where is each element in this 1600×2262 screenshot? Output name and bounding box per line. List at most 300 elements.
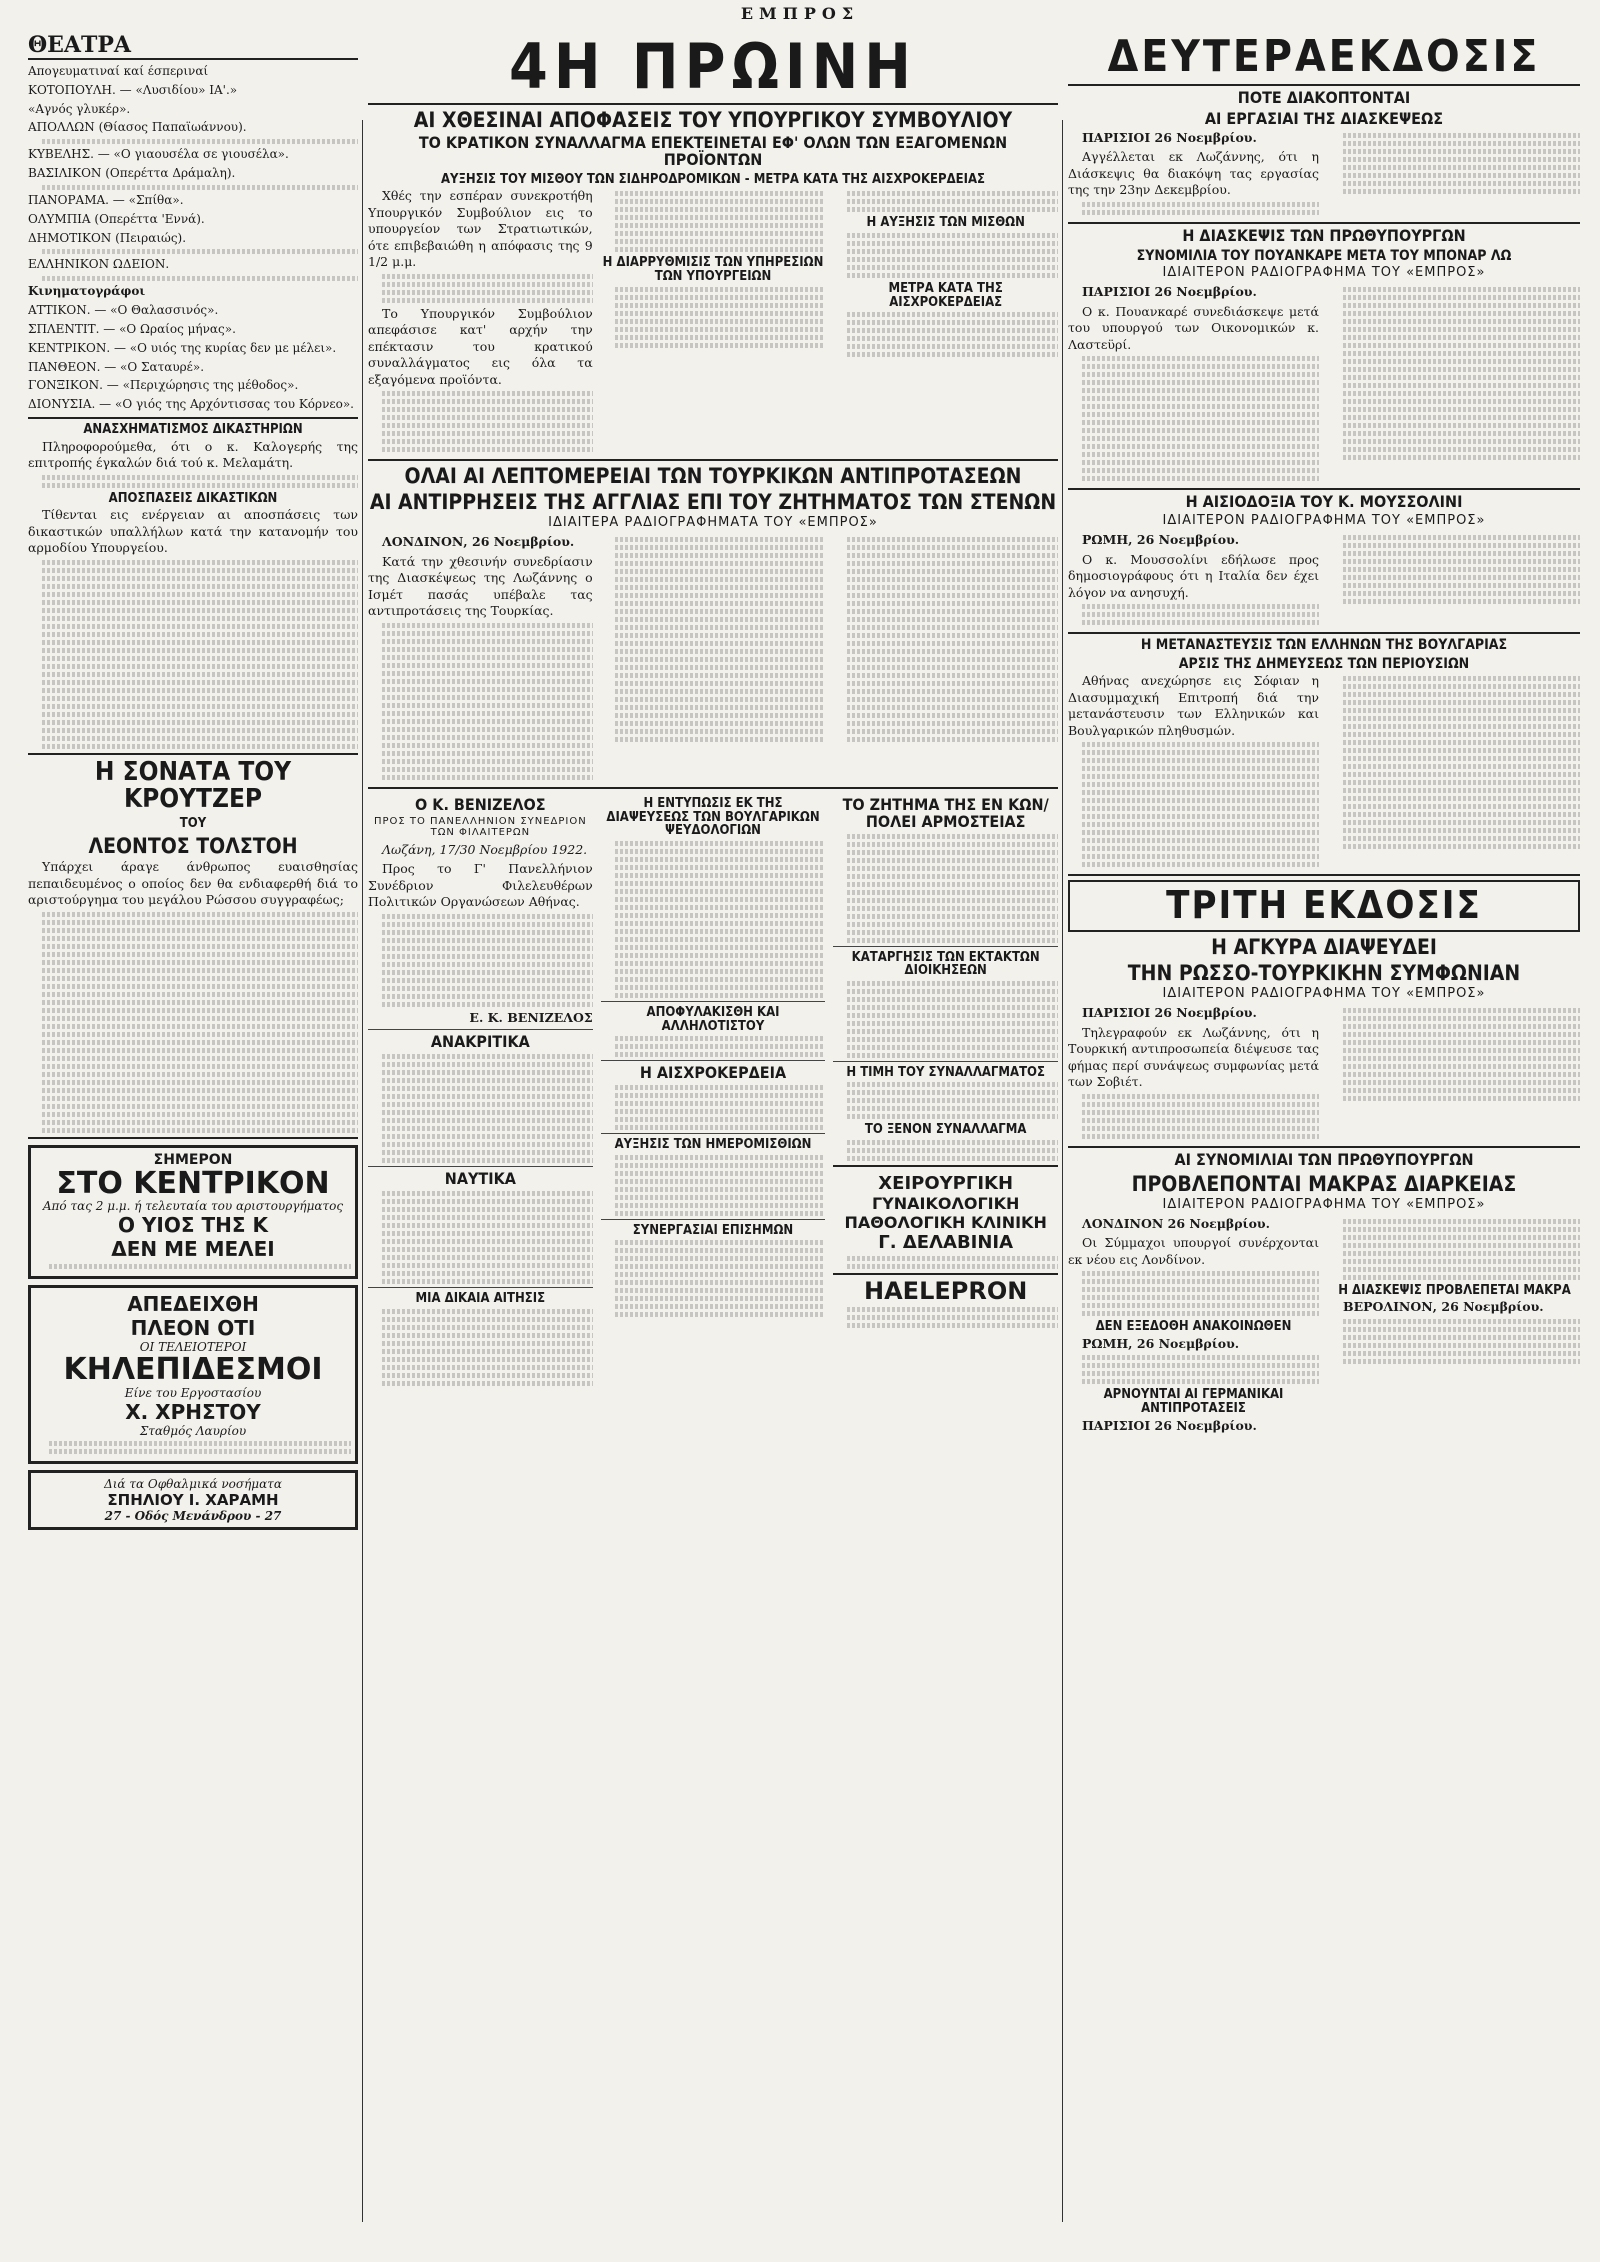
text-line-placeholder: [1082, 1134, 1319, 1139]
article-headline-part: ΤΟΥ: [179, 816, 207, 832]
text-line-placeholder: [847, 641, 1058, 646]
text-line-placeholder: [42, 1040, 358, 1045]
text-line-placeholder: [382, 1279, 593, 1284]
article-text: Τίθενται εις ενέργειαν αι αποσπάσεις των δικαστικών υπαλλήλων κατά την κατανομήν του αρμοδίου Υπουργείου.: [28, 507, 358, 556]
text-line-placeholder: [1343, 1359, 1580, 1364]
text-line-placeholder: [615, 1109, 826, 1114]
text-line-placeholder: [382, 415, 593, 420]
ad-small: Είνε του Εργοστασίου: [124, 1385, 262, 1400]
text-line-placeholder: [615, 1288, 826, 1293]
text-line-placeholder: [1082, 364, 1319, 369]
text-line-placeholder: [1343, 1040, 1580, 1045]
cinema-ad: [28, 1145, 358, 1280]
text-line-placeholder: [1343, 684, 1580, 689]
text-line-placeholder: [382, 1142, 593, 1147]
text-line-placeholder: [847, 874, 1058, 879]
text-line-placeholder: [615, 657, 826, 662]
text-line-placeholder: [1082, 790, 1319, 795]
text-line-placeholder: [1082, 1287, 1319, 1292]
theatre-line: ΚΕΝΤΡΙΚΟΝ. — «Ο υιός της κυρίας δεν με μέλει».: [28, 340, 337, 355]
text-line-placeholder: [615, 231, 826, 236]
text-line-placeholder: [1343, 1351, 1580, 1356]
text-line-placeholder: [382, 695, 593, 700]
article-text: Υπάρχει άραγε άνθρωπος ευαισθησίας πεπαιδευμένος ο οποίος δεν θα ενδιαφερθή διά το αριστούργημα του μεγάλου Ρώσσου συγγραφέως;: [28, 859, 358, 908]
article-headline-part: ΑΙ ΑΝΤΙΡΡΗΣΕΙΣ ΤΗΣ ΑΓΓΛΙΑΣ ΕΠΙ ΤΟΥ ΖΗΤΗΜΑΤΟΣ ΤΩΝ ΣΤΕΝΩΝ: [369, 490, 1057, 515]
dateline: ΠΑΡΙΣΙΟΙ 26 Νοεμβρίου.: [1082, 284, 1257, 300]
text-line-placeholder: [1343, 1275, 1580, 1280]
article-headline-part: ΤΟ ΚΡΑΤΙΚΟΝ ΣΥΝΑΛΛΑΓΜΑ ΕΠΕΚΤΕΙΝΕΤΑΙ ΕΦ' ΟΛΩΝ ΤΩΝ ΕΞΑΓΟΜΕΝΩΝ ΠΡΟΪΟΝΤΩΝ: [418, 133, 1008, 169]
text-line-placeholder: [382, 767, 593, 772]
text-line-placeholder: [615, 1085, 826, 1090]
text-line-placeholder: [615, 1163, 826, 1168]
text-line-placeholder: [1343, 828, 1580, 833]
text-line-placeholder: [1082, 1363, 1319, 1368]
text-line-placeholder: [382, 1158, 593, 1163]
text-line-placeholder: [615, 921, 826, 926]
article-headline-part: ΠΡΟΒΛΕΠΟΝΤΑΙ ΜΑΚΡΑΣ ΔΙΑΡΚΕΙΑΣ: [1131, 1171, 1517, 1196]
edition-title: 4Η ΠΡΩΙΝΗ: [509, 30, 917, 103]
text-line-placeholder: [847, 336, 1058, 341]
edition-title: ΔΕΥΤΕΡΑΕΚΔΟΣΙΣ: [1107, 31, 1541, 82]
text-line-placeholder: [382, 1373, 593, 1378]
text-line-placeholder: [1082, 814, 1319, 819]
text-line-placeholder: [382, 978, 593, 983]
text-line-placeholder: [382, 1325, 593, 1330]
article-text: Κατά την χθεσινήν συνεδρίασιν της Διασκέψεως της Λωζάννης ο Ισμέτ πασάς υπέβαλε τας αντιπροτάσεις της Τουρκίας.: [368, 553, 593, 619]
theatre-line: ΚΟΤΟΠΟΥΛΗ. — «Λυσιδίου» ΙΑ'.»: [28, 82, 238, 97]
text-line-placeholder: [615, 929, 826, 934]
text-line-placeholder: [615, 1101, 826, 1106]
ad-address: 27 - Οδός Μενάνδρου - 27: [104, 1508, 282, 1523]
text-line-placeholder: [847, 850, 1058, 855]
text-line-placeholder: [42, 1120, 358, 1125]
text-line-placeholder: [382, 743, 593, 748]
text-line-placeholder: [1082, 604, 1319, 609]
text-line-placeholder: [42, 483, 358, 488]
text-line-placeholder: [847, 834, 1058, 839]
text-line-placeholder: [382, 946, 593, 951]
article-text: Χθές την εσπέραν συνεκροτήθη Υπουργικόν Συμβούλιον εις το υπουργείον των Στρατιωτικών, ότε επιβεβαιώθη η απόφασις της 9 1/2 μ.μ.: [368, 188, 593, 270]
text-line-placeholder: [1082, 452, 1319, 457]
text-line-placeholder: [847, 1106, 1058, 1111]
text-line-placeholder: [1343, 343, 1580, 348]
text-line-placeholder: [615, 897, 826, 902]
article-headline: ΠΟΤΕ ΔΙΑΚΟΠΤΟΝΤΑΙ: [1237, 88, 1411, 108]
text-line-placeholder: [382, 962, 593, 967]
text-line-placeholder: [1343, 708, 1580, 713]
text-line-placeholder: [1343, 1048, 1580, 1053]
text-line-placeholder: [1343, 1251, 1580, 1256]
text-line-placeholder: [1082, 1279, 1319, 1284]
text-line-placeholder: [1343, 173, 1580, 178]
text-line-placeholder: [1082, 798, 1319, 803]
text-line-placeholder: [1343, 133, 1580, 138]
text-line-placeholder: [1343, 732, 1580, 737]
text-line-placeholder: [615, 191, 826, 196]
text-line-placeholder: [42, 744, 358, 749]
article-headline: ΝΑΥΤΙΚΑ: [444, 1169, 516, 1189]
text-line-placeholder: [847, 890, 1058, 895]
text-line-placeholder: [42, 1032, 358, 1037]
text-line-placeholder: [615, 327, 826, 332]
text-line-placeholder: [615, 1240, 826, 1245]
theatre-line: ΣΠΛΕΝΤΙΤ. — «Ο Ωραίος μήνας».: [28, 321, 236, 336]
text-line-placeholder: [847, 625, 1058, 630]
text-line-placeholder: [1343, 1319, 1580, 1324]
text-line-placeholder: [1343, 844, 1580, 849]
text-line-placeholder: [615, 223, 826, 228]
text-line-placeholder: [42, 592, 358, 597]
text-line-placeholder: [847, 273, 1058, 278]
text-line-placeholder: [847, 352, 1058, 357]
text-line-placeholder: [615, 665, 826, 670]
masthead: ΕΜΠΡΟΣ: [740, 4, 860, 23]
text-line-placeholder: [615, 335, 826, 340]
text-line-placeholder: [1343, 1219, 1580, 1224]
text-line-placeholder: [1082, 1094, 1319, 1099]
text-line-placeholder: [615, 561, 826, 566]
text-line-placeholder: [42, 1112, 358, 1117]
text-line-placeholder: [1082, 1303, 1319, 1308]
text-line-placeholder: [1343, 692, 1580, 697]
text-line-placeholder: [382, 1126, 593, 1131]
text-line-placeholder: [42, 1056, 358, 1061]
article-columns: [1068, 1005, 1580, 1142]
text-line-placeholder: [615, 1155, 826, 1160]
text-line-placeholder: [1343, 804, 1580, 809]
text-line-placeholder: [42, 928, 358, 933]
ad-line: ΑΠΕΔΕΙΧΘΗ: [127, 1292, 259, 1317]
text-line-placeholder: [847, 989, 1058, 994]
text-line-placeholder: [847, 882, 1058, 887]
text-line-placeholder: [42, 1016, 358, 1021]
article-headline: Η ΑΙΣΙΟΔΟΞΙΑ ΤΟΥ Κ. ΜΟΥΣΣΟΛΙΝΙ: [1185, 492, 1463, 512]
text-line-placeholder: [847, 265, 1058, 270]
text-line-placeholder: [1343, 820, 1580, 825]
text-line-placeholder: [382, 1365, 593, 1370]
text-line-placeholder: [1343, 780, 1580, 785]
text-line-placeholder: [382, 1231, 593, 1236]
text-line-placeholder: [1082, 822, 1319, 827]
text-line-placeholder: [1082, 766, 1319, 771]
text-line-placeholder: [382, 703, 593, 708]
text-line-placeholder: [615, 545, 826, 550]
text-line-placeholder: [615, 689, 826, 694]
column-rule-left: [362, 120, 363, 2222]
article-columns: [368, 188, 1058, 455]
lower-articles: [368, 793, 1058, 1389]
text-line-placeholder: [49, 1449, 351, 1454]
text-line-placeholder: [1343, 303, 1580, 308]
third-edition-banner: [1068, 880, 1580, 932]
text-line-placeholder: [847, 1140, 1058, 1145]
text-line-placeholder: [42, 1080, 358, 1085]
text-line-placeholder: [382, 1381, 593, 1386]
text-line-placeholder: [1343, 431, 1580, 436]
text-line-placeholder: [382, 735, 593, 740]
text-line-placeholder: [1343, 1343, 1580, 1348]
theatre-line: ΟΛΥΜΠΙΑ (Οπερέττα 'Εννά).: [28, 211, 205, 226]
text-line-placeholder: [615, 311, 826, 316]
text-line-placeholder: [1343, 1243, 1580, 1248]
text-line-placeholder: [1343, 796, 1580, 801]
text-line-placeholder: [1082, 742, 1319, 747]
theatre-line: ΑΠΟΛΛΩΝ (Θίασος Παπαϊωάννου).: [28, 120, 247, 135]
text-line-placeholder: [42, 728, 358, 733]
text-line-placeholder: [847, 1037, 1058, 1042]
text-line-placeholder: [615, 1211, 826, 1216]
text-line-placeholder: [847, 1053, 1058, 1058]
text-line-placeholder: [1343, 1096, 1580, 1101]
article-headline-part: ΣΥΝΟΜΙΛΙΑ ΤΟΥ ΠΟΥΑΝΚΑΡΕ ΜΕΤΑ ΤΟΥ ΜΠΟΝΑΡ ΛΩ: [1136, 247, 1512, 264]
text-line-placeholder: [382, 399, 593, 404]
text-line-placeholder: [42, 1104, 358, 1109]
text-line-placeholder: [615, 625, 826, 630]
text-line-placeholder: [1343, 311, 1580, 316]
text-line-placeholder: [382, 1134, 593, 1139]
article-columns: [368, 534, 1058, 783]
doctor-ad: [28, 1470, 358, 1530]
text-line-placeholder: [42, 664, 358, 669]
ad-line: ΠΑΘΟΛΟΓΙΚΗ ΚΛΙΝΙΚΗ: [844, 1213, 1047, 1233]
text-line-placeholder: [615, 705, 826, 710]
text-line-placeholder: [382, 1357, 593, 1362]
text-line-placeholder: [382, 423, 593, 428]
text-line-placeholder: [382, 1086, 593, 1091]
article-headline: Η ΤΙΜΗ ΤΟΥ ΣΥΝΑΛΛΑΓΜΑΤΟΣ: [846, 1064, 1045, 1080]
text-line-placeholder: [847, 585, 1058, 590]
text-line-placeholder: [382, 687, 593, 692]
text-line-placeholder: [42, 696, 358, 701]
theatre-line: ΑΤΤΙΚΟΝ. — «Ο Θαλασσινός».: [28, 303, 219, 318]
text-line-placeholder: [42, 624, 358, 629]
text-line-placeholder: [847, 697, 1058, 702]
text-line-placeholder: [847, 191, 1058, 196]
text-line-placeholder: [42, 185, 358, 190]
text-line-placeholder: [615, 287, 826, 292]
text-line-placeholder: [1343, 359, 1580, 364]
text-line-placeholder: [847, 344, 1058, 349]
text-line-placeholder: [382, 655, 593, 660]
text-line-placeholder: [1082, 420, 1319, 425]
text-line-placeholder: [847, 1307, 1058, 1312]
text-line-placeholder: [615, 937, 826, 942]
article-headline: ΑΝΑΚΡΙΤΙΚΑ: [430, 1032, 530, 1052]
text-line-placeholder: [1343, 141, 1580, 146]
edition-title: ΤΡΙΤΗ ΕΚΔΟΣΙΣ: [1166, 883, 1482, 928]
text-line-placeholder: [42, 1128, 358, 1133]
text-line-placeholder: [382, 1191, 593, 1196]
text-line-placeholder: [1343, 335, 1580, 340]
text-line-placeholder: [1343, 423, 1580, 428]
article-headline: Η ΑΓΚΥΡΑ ΔΙΑΨΕΥΔΕΙ: [1211, 935, 1437, 960]
text-line-placeholder: [382, 391, 593, 396]
ad-main: ΣΠΗΛΙΟΥ Ι. ΧΑΡΑΜΗ: [107, 1490, 279, 1509]
text-line-placeholder: [847, 561, 1058, 566]
text-line-placeholder: [1082, 1126, 1319, 1131]
text-line-placeholder: [615, 1280, 826, 1285]
text-line-placeholder: [382, 1070, 593, 1075]
text-line-placeholder: [42, 276, 358, 281]
dateline: ΡΩΜΗ, 26 Νοεμβρίου.: [1082, 532, 1240, 548]
text-line-placeholder: [1343, 1032, 1580, 1037]
text-line-placeholder: [847, 938, 1058, 943]
text-line-placeholder: [1343, 591, 1580, 596]
text-line-placeholder: [42, 952, 358, 957]
text-line-placeholder: [1082, 846, 1319, 851]
text-line-placeholder: [615, 207, 826, 212]
text-line-placeholder: [382, 986, 593, 991]
text-line-placeholder: [1343, 700, 1580, 705]
text-line-placeholder: [1082, 1102, 1319, 1107]
text-line-placeholder: [847, 1005, 1058, 1010]
text-line-placeholder: [42, 1072, 358, 1077]
text-line-placeholder: [382, 298, 593, 303]
dateline: ΠΑΡΙΣΙΟΙ 26 Νοεμβρίου.: [1082, 1417, 1257, 1433]
article-text: Αθήνας ανεχώρησε εις Σόφιαν η Διασυμμαχική Επιτροπή διά την μετανάστευσιν των Ελληνικών και Βουλγαρικών πληθυσμών.: [1068, 673, 1319, 738]
theatre-listings: [28, 32, 358, 413]
text-line-placeholder: [847, 553, 1058, 558]
text-line-placeholder: [847, 537, 1058, 542]
text-line-placeholder: [382, 407, 593, 412]
text-line-placeholder: [382, 970, 593, 975]
text-line-placeholder: [42, 475, 358, 480]
text-line-placeholder: [847, 1013, 1058, 1018]
text-line-placeholder: [615, 673, 826, 678]
text-line-placeholder: [382, 1002, 593, 1007]
article-text: Πληροφορούμεθα, ότι ο κ. Καλογερής της επιτροπής έγκαλών διά τού κ. Μελαμάτη.: [28, 438, 358, 471]
text-line-placeholder: [1082, 468, 1319, 473]
text-line-placeholder: [1343, 181, 1580, 186]
text-line-placeholder: [382, 671, 593, 676]
text-line-placeholder: [1343, 756, 1580, 761]
article-columns: [1068, 532, 1580, 628]
text-line-placeholder: [1082, 782, 1319, 787]
text-line-placeholder: [615, 993, 826, 998]
text-line-placeholder: [42, 560, 358, 565]
article-headline: ΑΙ ΣΥΝΟΜΙΛΙΑΙ ΤΩΝ ΠΡΩΘΥΠΟΥΡΓΩΝ: [1174, 1149, 1474, 1169]
theatre-line: ΓΟΝΞΙΚΟΝ. — «Περιχώρησις της μέθοδος».: [28, 378, 299, 393]
text-line-placeholder: [382, 1102, 593, 1107]
text-line-placeholder: [615, 239, 826, 244]
text-line-placeholder: [847, 633, 1058, 638]
text-line-placeholder: [847, 577, 1058, 582]
text-line-placeholder: [615, 649, 826, 654]
text-line-placeholder: [615, 849, 826, 854]
text-line-placeholder: [1343, 391, 1580, 396]
text-line-placeholder: [615, 985, 826, 990]
article-text: Τηλεγραφούν εκ Λωζάννης, ότι η Τουρκική αντιπροσωπεία διέψευσε τας φήμας περί συνάψεως συμφωνίας μετά των Σοβιέτ.: [1068, 1024, 1319, 1090]
article-source: ΙΔΙΑΙΤΕΡΟΝ ΡΑΔΙΟΓΡΑΦΗΜΑ ΤΟΥ «ΕΜΠΡΟΣ»: [1162, 265, 1486, 281]
right-column: [1068, 30, 1580, 2232]
text-line-placeholder: [615, 1256, 826, 1261]
ad-main: ΗΑΕLEPRON: [864, 1277, 1028, 1306]
text-line-placeholder: [615, 1195, 826, 1200]
text-line-placeholder: [1082, 460, 1319, 465]
text-line-placeholder: [847, 922, 1058, 927]
text-line-placeholder: [382, 290, 593, 295]
text-line-placeholder: [42, 632, 358, 637]
text-line-placeholder: [42, 704, 358, 709]
text-line-placeholder: [382, 647, 593, 652]
text-line-placeholder: [42, 712, 358, 717]
text-line-placeholder: [615, 633, 826, 638]
text-line-placeholder: [42, 640, 358, 645]
text-line-placeholder: [42, 720, 358, 725]
text-line-placeholder: [847, 328, 1058, 333]
text-line-placeholder: [42, 976, 358, 981]
article-headline: ΤΟ ΖΗΤΗΜΑ ΤΗΣ ΕΝ ΚΩΝ/ΠΟΛΕΙ ΑΡΜΟΣΤΕΙΑΣ: [842, 794, 1049, 831]
text-line-placeholder: [847, 906, 1058, 911]
text-line-placeholder: [615, 215, 826, 220]
article-text: Οι Σύμμαχοι υπουργοί συνέρχονται εκ νέου εις Λονδίνον.: [1068, 1235, 1319, 1267]
article-headline: ΑΝΑΣΧΗΜΑΤΙΣΜΟΣ ΔΙΚΑΣΤΗΡΙΩΝ: [83, 422, 303, 438]
article-headline: ΟΛΑΙ ΑΙ ΛΕΠΤΟΜΕΡΕΙΑΙ ΤΩΝ ΤΟΥΡΚΙΚΩΝ ΑΝΤΙΠΡΟΤΑΣΕΩΝ: [404, 464, 1022, 489]
text-line-placeholder: [1343, 1072, 1580, 1077]
text-line-placeholder: [615, 881, 826, 886]
theatre-line: ΚΥΒΕΛΗΣ. — «Ο γιαουσέλα σε γιουσέλα».: [28, 147, 289, 162]
theatre-line: Απογευματιναί καί έσπεριναί: [28, 64, 209, 78]
text-line-placeholder: [615, 601, 826, 606]
text-line-placeholder: [1343, 319, 1580, 324]
text-line-placeholder: [42, 672, 358, 677]
text-line-placeholder: [1343, 583, 1580, 588]
text-line-placeholder: [1343, 836, 1580, 841]
text-line-placeholder: [847, 593, 1058, 598]
text-line-placeholder: [847, 1021, 1058, 1026]
text-line-placeholder: [847, 1256, 1058, 1261]
text-line-placeholder: [42, 912, 358, 917]
text-line-placeholder: [1082, 476, 1319, 481]
article-columns: [1068, 1216, 1580, 1437]
text-line-placeholder: [847, 1090, 1058, 1095]
text-line-placeholder: [847, 241, 1058, 246]
left-column: [28, 30, 358, 2232]
text-line-placeholder: [1343, 1259, 1580, 1264]
text-line-placeholder: [615, 857, 826, 862]
dateline: ΡΩΜΗ, 26 Νοεμβρίου.: [1082, 1335, 1240, 1351]
text-line-placeholder: [49, 1264, 351, 1269]
text-line-placeholder: [42, 608, 358, 613]
text-line-placeholder: [1343, 1008, 1580, 1013]
text-line-placeholder: [42, 616, 358, 621]
text-line-placeholder: [382, 1349, 593, 1354]
text-line-placeholder: [615, 1125, 826, 1130]
ad-line: ΓΥΝΑΙΚΟΛΟΓΙΚΗ: [871, 1194, 1020, 1214]
text-line-placeholder: [615, 721, 826, 726]
text-line-placeholder: [615, 969, 826, 974]
text-line-placeholder: [42, 736, 358, 741]
ad-line: ΣΗΜΕΡΟΝ: [153, 1151, 233, 1168]
text-line-placeholder: [1082, 750, 1319, 755]
article-headline: ΑΥΞΗΣΙΣ ΤΩΝ ΗΜΕΡΟΜΙΣΘΙΩΝ: [614, 1136, 812, 1152]
text-line-placeholder: [42, 249, 358, 254]
text-line-placeholder: [382, 1239, 593, 1244]
text-line-placeholder: [1343, 287, 1580, 292]
text-line-placeholder: [615, 319, 826, 324]
text-line-placeholder: [1082, 388, 1319, 393]
text-line-placeholder: [847, 1082, 1058, 1087]
article-headline: Η ΣΟΝΑΤΑ ΤΟΥ ΚΡΟΥΤΖΕΡ: [94, 756, 292, 815]
text-line-placeholder: [1082, 838, 1319, 843]
text-line-placeholder: [382, 775, 593, 780]
text-line-placeholder: [847, 199, 1058, 204]
text-line-placeholder: [1343, 1056, 1580, 1061]
text-line-placeholder: [615, 593, 826, 598]
text-line-placeholder: [615, 1093, 826, 1098]
text-line-placeholder: [1343, 748, 1580, 753]
text-line-placeholder: [615, 889, 826, 894]
